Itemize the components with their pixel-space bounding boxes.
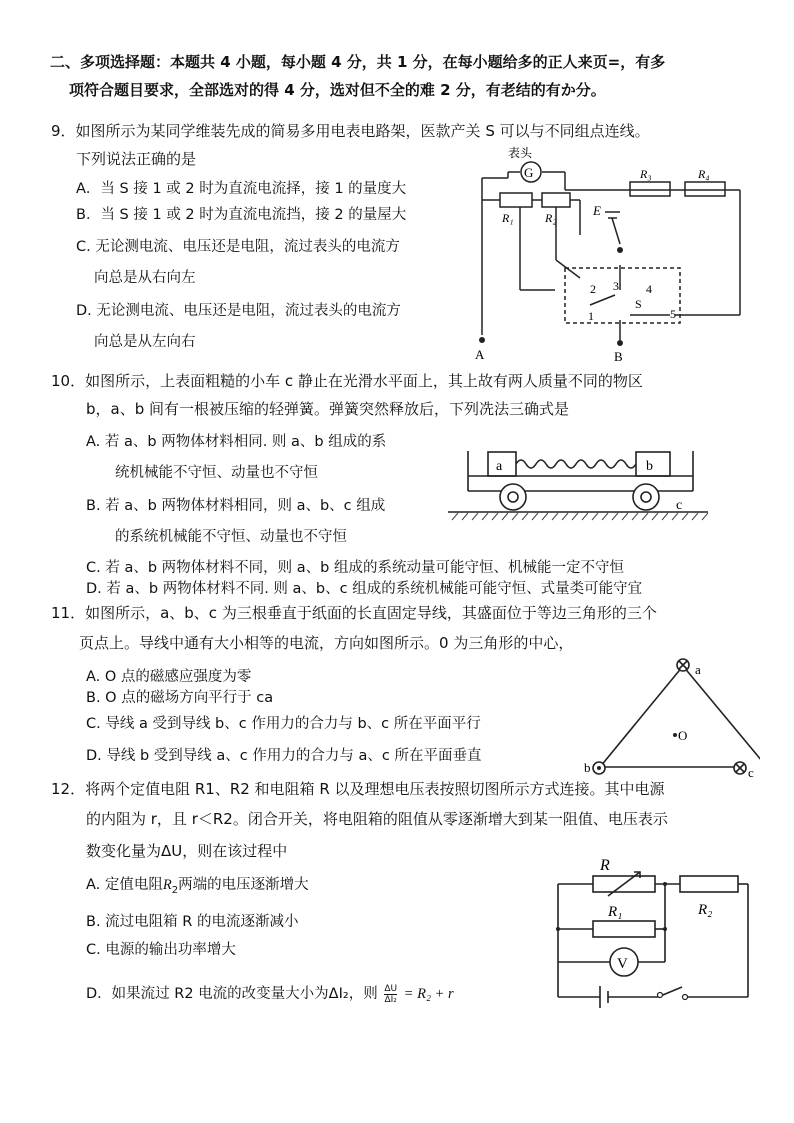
q10-stem-line1: 10．如图所示，上表面粗糙的小车 c 静止在光滑水平面上，其上故有两人质量不同的物区 [51, 372, 643, 390]
q9-option-d-line1: D. 无论测电流、电压还是电阻，流过表头的电流方 [76, 303, 401, 319]
switch-s-label: S [635, 297, 642, 311]
q10-option-c: C. 若 a、b 两物体材料不同，则 a、b 组成的系统动量可能守恒、机械能一定不守恒 [86, 560, 624, 576]
q12-rbox-label: R [600, 857, 610, 874]
q10-cart-figure [448, 436, 708, 524]
center-o-label: O [678, 728, 688, 743]
q9-r3-label: R₃ [640, 167, 652, 181]
q10-option-b-line2: 的系统机械能不守恒、动量也不守恒 [115, 529, 347, 545]
terminal-b-label: B [614, 349, 623, 364]
wire-b-label: b [584, 760, 591, 775]
terminal-a-label: A [475, 347, 485, 362]
q12-option-d [86, 982, 454, 1005]
q12-option-d-prefix: D．如果流过 R2 电流的改变量大小为ΔI₂，则 [86, 986, 378, 1002]
q11-option-a: A. O 点的磁感应强度为零 [86, 669, 252, 685]
q12-r2-label: R₂ [698, 902, 713, 918]
wire-a-label: a [695, 662, 701, 677]
q10-option-a-line2: 统机械能不守恒、动量也不守恒 [115, 465, 318, 481]
terminal-3-label: 3 [613, 279, 619, 293]
cart-c-label: c [676, 498, 683, 513]
q9-option-b: B．当 S 接 1 或 2 时为直流电流挡，接 2 的量屋大 [76, 207, 407, 223]
q12-option-d-suffix: = R₂ + r [403, 986, 454, 1002]
q12-circuit-figure [548, 852, 758, 1012]
q12-stem-line1: 12．将两个定值电阻 R1、R2 和电阻箱 R 以及理想电压表按照切图所示方式连接。其中电源 [51, 780, 665, 798]
q12-option-a-sub: 2 [171, 884, 179, 896]
q12-fraction-numerator: ΔU [384, 983, 398, 994]
section-title-line2: 项符合题目要求，全部选对的得 4 分，选对但不全的难 2 分，有老结的有か分。 [69, 81, 606, 99]
meter-label: 表头 [508, 146, 533, 160]
q9-r1-label: R₁ [502, 211, 514, 225]
q12-stem-line3: 数变化量为ΔU，则在该过程中 [86, 842, 288, 860]
q9-stem-line2: 下列说法正确的是 [76, 150, 197, 168]
terminal-1-label: 1 [588, 309, 594, 323]
q10-option-a-line1: A. 若 a、b 两物体材料相同. 则 a、b 组成的系 [86, 434, 387, 450]
q12-option-c: C. 电源的输出功率增大 [86, 942, 236, 958]
q12-stem-line2: 的内阻为 r，且 r＜R2。闭合开关，将电阻箱的阻值从零逐渐增大到某一阻值、电压表示 [86, 810, 668, 828]
q10-option-b-line1: B. 若 a、b 两物体材料相同，则 a、b、c 组成 [86, 498, 386, 514]
q9-r2-label: R₂ [545, 211, 557, 225]
q11-option-d: D. 导线 b 受到导线 a、c 作用力的合力与 a、c 所在平面垂直 [86, 748, 482, 764]
q9-r4-label: R₄ [698, 167, 710, 181]
block-a-label: a [496, 459, 503, 474]
terminal-2-label: 2 [590, 282, 596, 296]
q11-option-c: C. 导线 a 受到导线 b、c 作用力的合力与 b、c 所在平面平行 [86, 716, 481, 732]
section-title-line1: 二、多项选择题：本题共 4 小题，每小题 4 分，共 1 分，在每小题给多的正人来页=，有多 [50, 53, 666, 71]
q12-option-b: B. 流过电阻箱 R 的电流逐渐减小 [86, 914, 299, 930]
q11-stem-line2: 页点上。导线中通有大小相等的电流，方向如图所示。0 为三角形的中心， [79, 634, 574, 652]
q9-option-d-line2: 向总是从左向右 [94, 334, 196, 350]
q9-stem-line1: 9．如图所示为某同学维装先成的简易多用电表电路架，医款产关 S 可以与不同组点连线。 [51, 122, 650, 140]
q12-option-d-fraction [384, 984, 397, 1005]
q12-option-a-prefix: A. 定值电阻 [86, 877, 163, 893]
voltmeter-v-label: V [617, 956, 628, 972]
meter-g-label: G [524, 165, 534, 180]
q12-option-a-suffix: 两端的电压逐渐增大 [178, 877, 309, 893]
q12-fraction-denominator: ΔI₂ [384, 994, 397, 1005]
q11-triangle-figure [580, 652, 760, 782]
q11-option-b: B. O 点的磁场方向平行于 ca [86, 690, 274, 706]
q9-option-c-line1: C. 无论测电流、电压还是电阻，流过表头的电流方 [76, 239, 400, 255]
terminal-5-label: 5 [670, 307, 676, 321]
q10-stem-line2: b，a、b 间有一根被压缩的轻弹簧。弹簧突然释放后，下列冼法三确式是 [86, 400, 570, 418]
terminal-4-label: 4 [646, 282, 652, 296]
q9-option-a: A．当 S 接 1 或 2 时为直流电流择，接 1 的量度大 [76, 181, 407, 197]
q12-r1-label: R₁ [608, 904, 623, 920]
q11-stem-line1: 11．如图所示，a、b、c 为三根垂直于纸面的长直固定导线，其盛面位于等边三角形的三个 [51, 604, 657, 622]
q9-circuit-figure [470, 140, 752, 365]
q12-option-a [86, 873, 309, 896]
q9-e-label: E [593, 203, 601, 218]
q12-option-a-var: R [162, 877, 172, 893]
block-b-label: b [646, 459, 653, 474]
q9-option-c-line2: 向总是从右向左 [94, 270, 196, 286]
wire-c-label: c [748, 765, 754, 780]
q10-option-d: D. 若 a、b 两物体材料不同. 则 a、b、c 组成的系统机械能可能守恒、式量类可能守宜 [86, 581, 643, 597]
